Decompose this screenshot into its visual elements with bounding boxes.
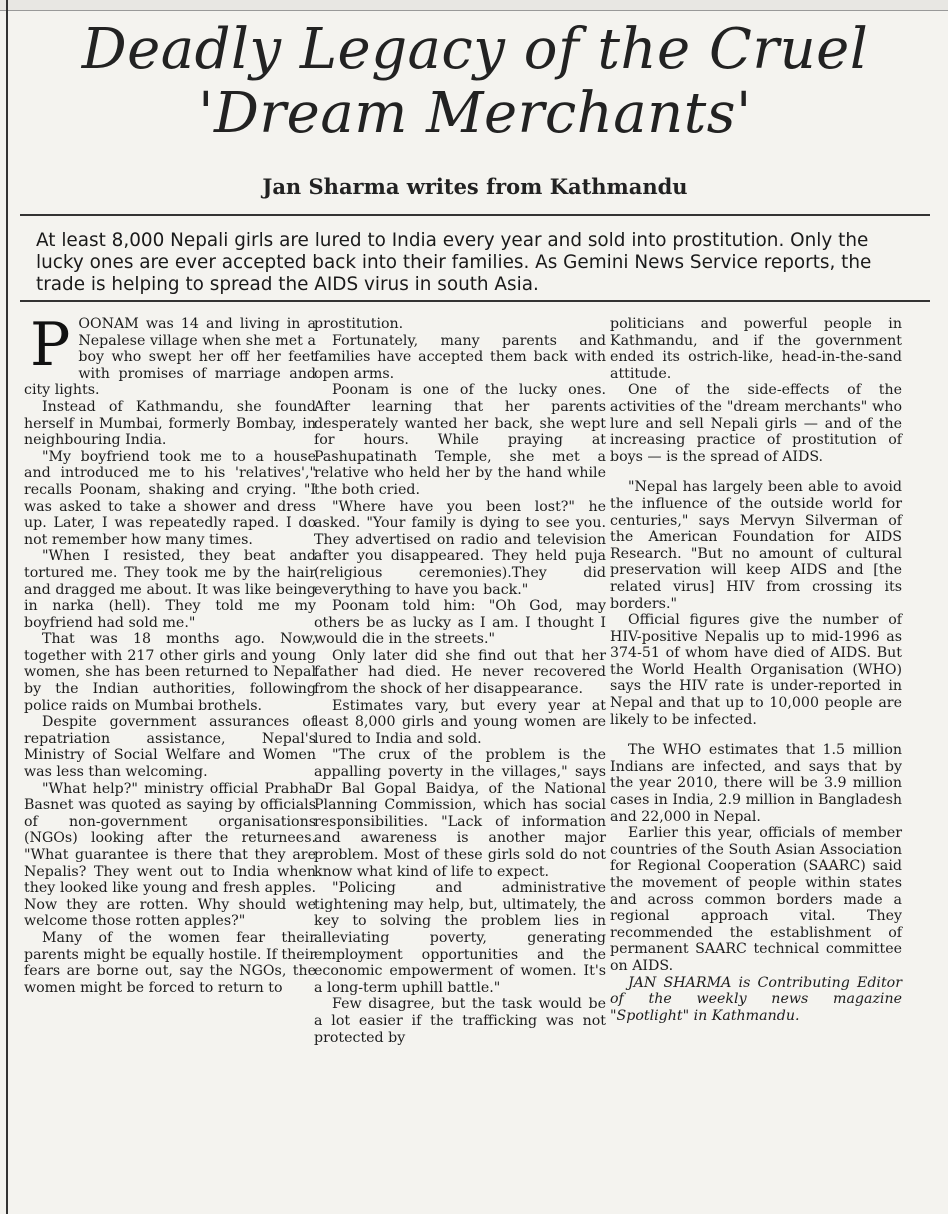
- paragraph: Many of the women fear their parents might be equally hostile. If their fears are borne out, say the NGOs, the women might be forced to return to: [24, 929, 316, 996]
- drop-cap: P: [30, 310, 71, 380]
- paragraph: Poonam is one of the lucky ones. After learning that her parents desperately wanted her back, she wept for hours. While praying at Pashupatinath Temple, she met a relative who held her by the hand while the both cried.: [314, 382, 606, 498]
- paragraph: The WHO estimates that 1.5 million Indians are infected, and says that by the year 2010, there will be 3.9 million cases in India, 2.9 million in Bangladesh and 22,000 in Nepal.: [610, 742, 902, 825]
- left-column-rule: [6, 0, 8, 1214]
- paragraph: "The crux of the problem is the appalling poverty in the villages," says Dr Bal Gopal Baidya, of the National Planning Commission, which has social responsibilities. "Lack of information and awareness is another major problem. Most of these girls sold do not know what kind of life to expect.: [314, 747, 606, 880]
- paragraph: Earlier this year, officials of member countries of the South Asian Association for Regional Cooperation (SAARC) said the movement of people within states and across common borders made a regional approach vital. They recommended the establishment of permanent SAARC technical committee on AIDS.: [610, 825, 902, 974]
- paragraph: prostitution.: [314, 316, 404, 332]
- paragraph: Despite government assurances of repatriation assistance, Nepal's Ministry of Social Welfare and Women was less than welcoming.: [24, 714, 316, 781]
- article-column-2: [314, 316, 606, 1046]
- paragraph: "What help?" ministry official Prabha Basnet was quoted as saying by officials of non-government organisations (NGOs) looking after the returnees. "What guarantee is there that they are Nepalis? They went out to India when they looked like young and fresh apples. Now they are rotten. Why should we welcome those rotten apples?": [24, 780, 316, 930]
- paragraph: Only later did she find out that her father had died. He never recovered from the shock of her disappearance.: [314, 647, 606, 698]
- paragraph: Official figures give the number of HIV-positive Nepalis up to mid-1996 as 374-51 of whom have died of AIDS. But the World Health Organisation (WHO) says the HIV rate is under-reported in Nepal and that up to 10,000 people are likely to be infected.: [610, 612, 902, 728]
- paragraph: Fortunately, many parents and families have accepted them back with open arms.: [314, 332, 606, 382]
- standfirst-box: [20, 214, 930, 302]
- headline-line-2: 'Dream Merchants': [198, 81, 752, 146]
- paragraph: Estimates vary, but every year at least 8,000 girls and young women are lured to India and sold.: [314, 697, 606, 747]
- standfirst-text: At least 8,000 Nepali girls are lured to India every year and sold into prostitution. Only the lucky ones are ever accepted back into their families. As Gemini News Service reports, the trade is helping to spread the AIDS virus in south Asia.: [36, 230, 872, 295]
- article-column-1: [24, 310, 316, 996]
- paragraph: "Nepal has largely been able to avoid the influence of the outside world for centuries," says Mervyn Silverman of the American Foundation for AIDS Research. "But no amount of cultural preservation will keep AIDS and [the related virus] HIV from crossing its borders.": [610, 479, 902, 612]
- paragraph: That was 18 months ago. Now, together with 217 other girls and young women, she has been returned to Nepal by the Indian authorities, following police raids on Mumbai brothels.: [24, 631, 316, 714]
- paragraph: One of the side-effects of the activities of the "dream merchants" who lure and sell Nepali girls — and of the increasing practice of prostitution of boys — is the spread of AIDS.: [610, 382, 902, 465]
- paragraph: Poonam told him: "Oh God, may others be as lucky as I am. I thought I would die in the streets.": [314, 598, 606, 648]
- paragraph: "Policing and administrative tightening may help, but, ultimately, the key to solving the problem lies in alleviating poverty, generating employment opportunities and the economic empowerment of women. It's a long-term uphill battle.": [314, 880, 606, 996]
- author-note: JAN SHARMA is Contributing Editor of the weekly news magazine "Spotlight" in Kathmandu.: [610, 974, 902, 1024]
- paragraph: POONAM was 14 and living in a Nepalese village when she met a boy who swept her off her feet with promises of marriage and city lights.: [24, 310, 316, 399]
- byline: Jan Sharma writes from Kathmandu: [262, 174, 688, 199]
- top-margin-strip: [0, 0, 948, 11]
- paragraph: politicians and powerful people in Kathmandu, and if the government ended its ostrich-like, head-in-the-sand attitude.: [610, 316, 902, 382]
- paragraph: Instead of Kathmandu, she found herself in Mumbai, formerly Bombay, in neighbouring India.: [24, 398, 316, 449]
- paragraph: "When I resisted, they beat and tortured me. They took me by the hair and dragged me about. It was like being in narka (hell). They told me my boyfriend had sold me.": [24, 548, 316, 631]
- paragraph: "Where have you been lost?" he asked. "Your family is dying to see you. They advertised on radio and television after you disappeared. They held puja (religious ceremonies).They did everything to have you back.": [314, 498, 606, 598]
- paragraph: Few disagree, but the task would be a lot easier if the trafficking was not protected by: [314, 996, 606, 1046]
- paragraph: "My boyfriend took me to a house and introduced me to his 'relatives'," recalls Poonam, shaking and crying. "I was asked to take a shower and dress up. Later, I was repeatedly raped. I do not remember how many times.: [24, 448, 316, 548]
- article-column-3: [610, 316, 902, 1024]
- headline-line-1: Deadly Legacy of the Cruel: [81, 17, 869, 82]
- headline: [20, 18, 930, 146]
